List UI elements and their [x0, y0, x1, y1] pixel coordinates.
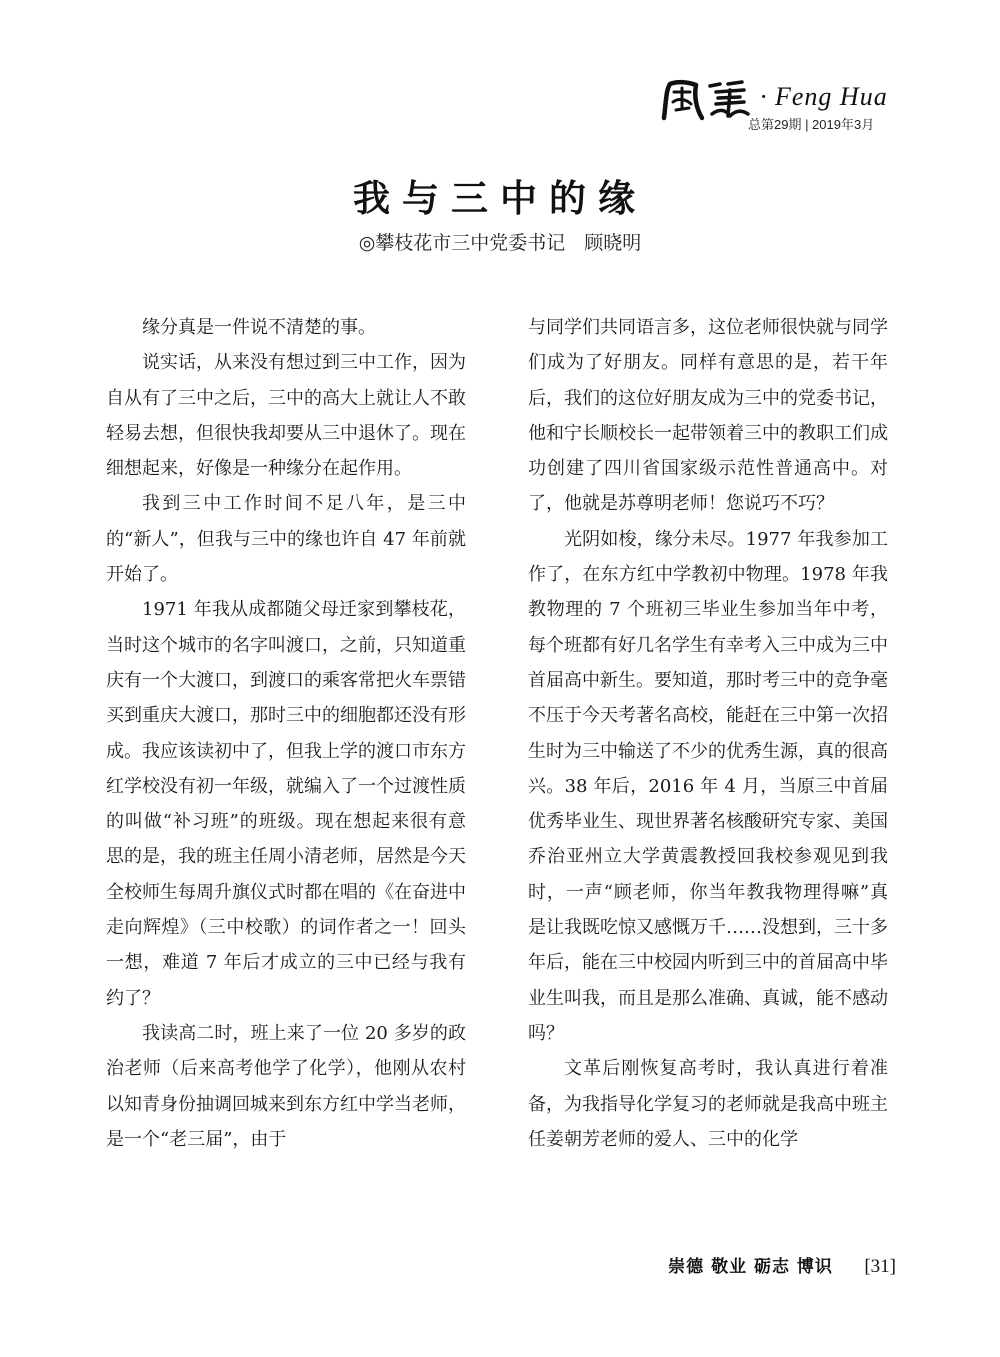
logo-latin-text: · Feng Hua [760, 82, 888, 111]
article-byline: ◎攀枝花市三中党委书记 顾晓明 [358, 232, 642, 254]
article-title: 我与三中的缘 [353, 177, 647, 220]
issue-info: 总第29期 | 2019年3月 [748, 117, 875, 132]
masthead [656, 78, 896, 134]
page-footer [668, 1252, 896, 1278]
page-number: [31] [864, 1256, 896, 1277]
paragraph-continued: 与同学们共同语言多，这位老师很快就与同学们成为了好朋友。同样有意思的是，若干年后，我们的这位好朋友成为三中的党委书记，他和宁长顺校长一起带领着三中的教职工们成功创建了四川省国家级示范性普通高中。对了，他就是苏尊明老师！您说巧不巧？ [528, 317, 888, 515]
footer-motto: 崇德 敬业 砺志 博识 [668, 1257, 833, 1277]
paragraph: 我读高二时，班上来了一位 20 多岁的政治老师（后来高考他学了化学），他刚从农村以知青身份抽调回城来到东方红中学当老师，是一个“老三届”，由于 [106, 1022, 466, 1150]
paragraph: 我到三中工作时间不足八年，是三中的“新人”，但我与三中的缘也许自 47 年前就开始了。 [106, 493, 466, 586]
paragraph: 说实话，从来没有想过到三中工作，因为自从有了三中之后，三中的高大上就让人不敢轻易去想，但很快我却要从三中退休了。现在细想起来，好像是一种缘分在起作用。 [106, 352, 466, 480]
right-column [528, 310, 888, 1157]
feng-hua-calligraphy-logo [656, 78, 752, 122]
paragraph: 光阴如梭，缘分未尽。1977 年我参加工作了，在东方红中学教初中物理。1978 年我教物理的 7 个班初三毕业生参加当年中考，每个班都有好几名学生有幸考入三中成为三中首届高中新生。要知道，那时考三中的竞争毫不压于今天考著名高校，能赶在三中第一次招生时为三中输送了不少的优秀生源，真的很高兴。38 年后，2016 年 4 月，当原三中首届优秀毕业生、现世界著名核酸研究专家、美国乔治亚州立大学黄震教授回我校参观见到我时，一声“顾老师，你当年教我物理得嘛”真是让我既吃惊又感慨万千……没想到，三十多年后，能在三中校园内听到三中的首届高中毕业生叫我，而且是那么准确、真诚，能不感动吗？ [528, 528, 888, 1044]
paragraph: 文革后刚恢复高考时，我认真进行着准备，为我指导化学复习的老师就是我高中班主任姜朝芳老师的爱人、三中的化学 [528, 1058, 888, 1150]
paragraph: 缘分真是一件说不清楚的事。 [142, 317, 376, 338]
left-column [106, 310, 466, 1157]
paragraph: 1971 年我从成都随父母迁家到攀枝花，当时这个城市的名字叫渡口，之前，只知道重庆有一个大渡口，到渡口的乘客常把火车票错买到重庆大渡口，那时三中的细胞都还没有形成。我应该读初中了，但我上学的渡口市东方红学校没有初一年级，就编入了一个过渡性质的叫做“补习班”的班级。现在想起来很有意思的是，我的班主任周小清老师，居然是今天全校师生每周升旗仪式时都在唱的《在奋进中走向辉煌》（三中校歌）的词作者之一！回头一想，难道 7 年后才成立的三中已经与我有约了？ [106, 599, 466, 1009]
